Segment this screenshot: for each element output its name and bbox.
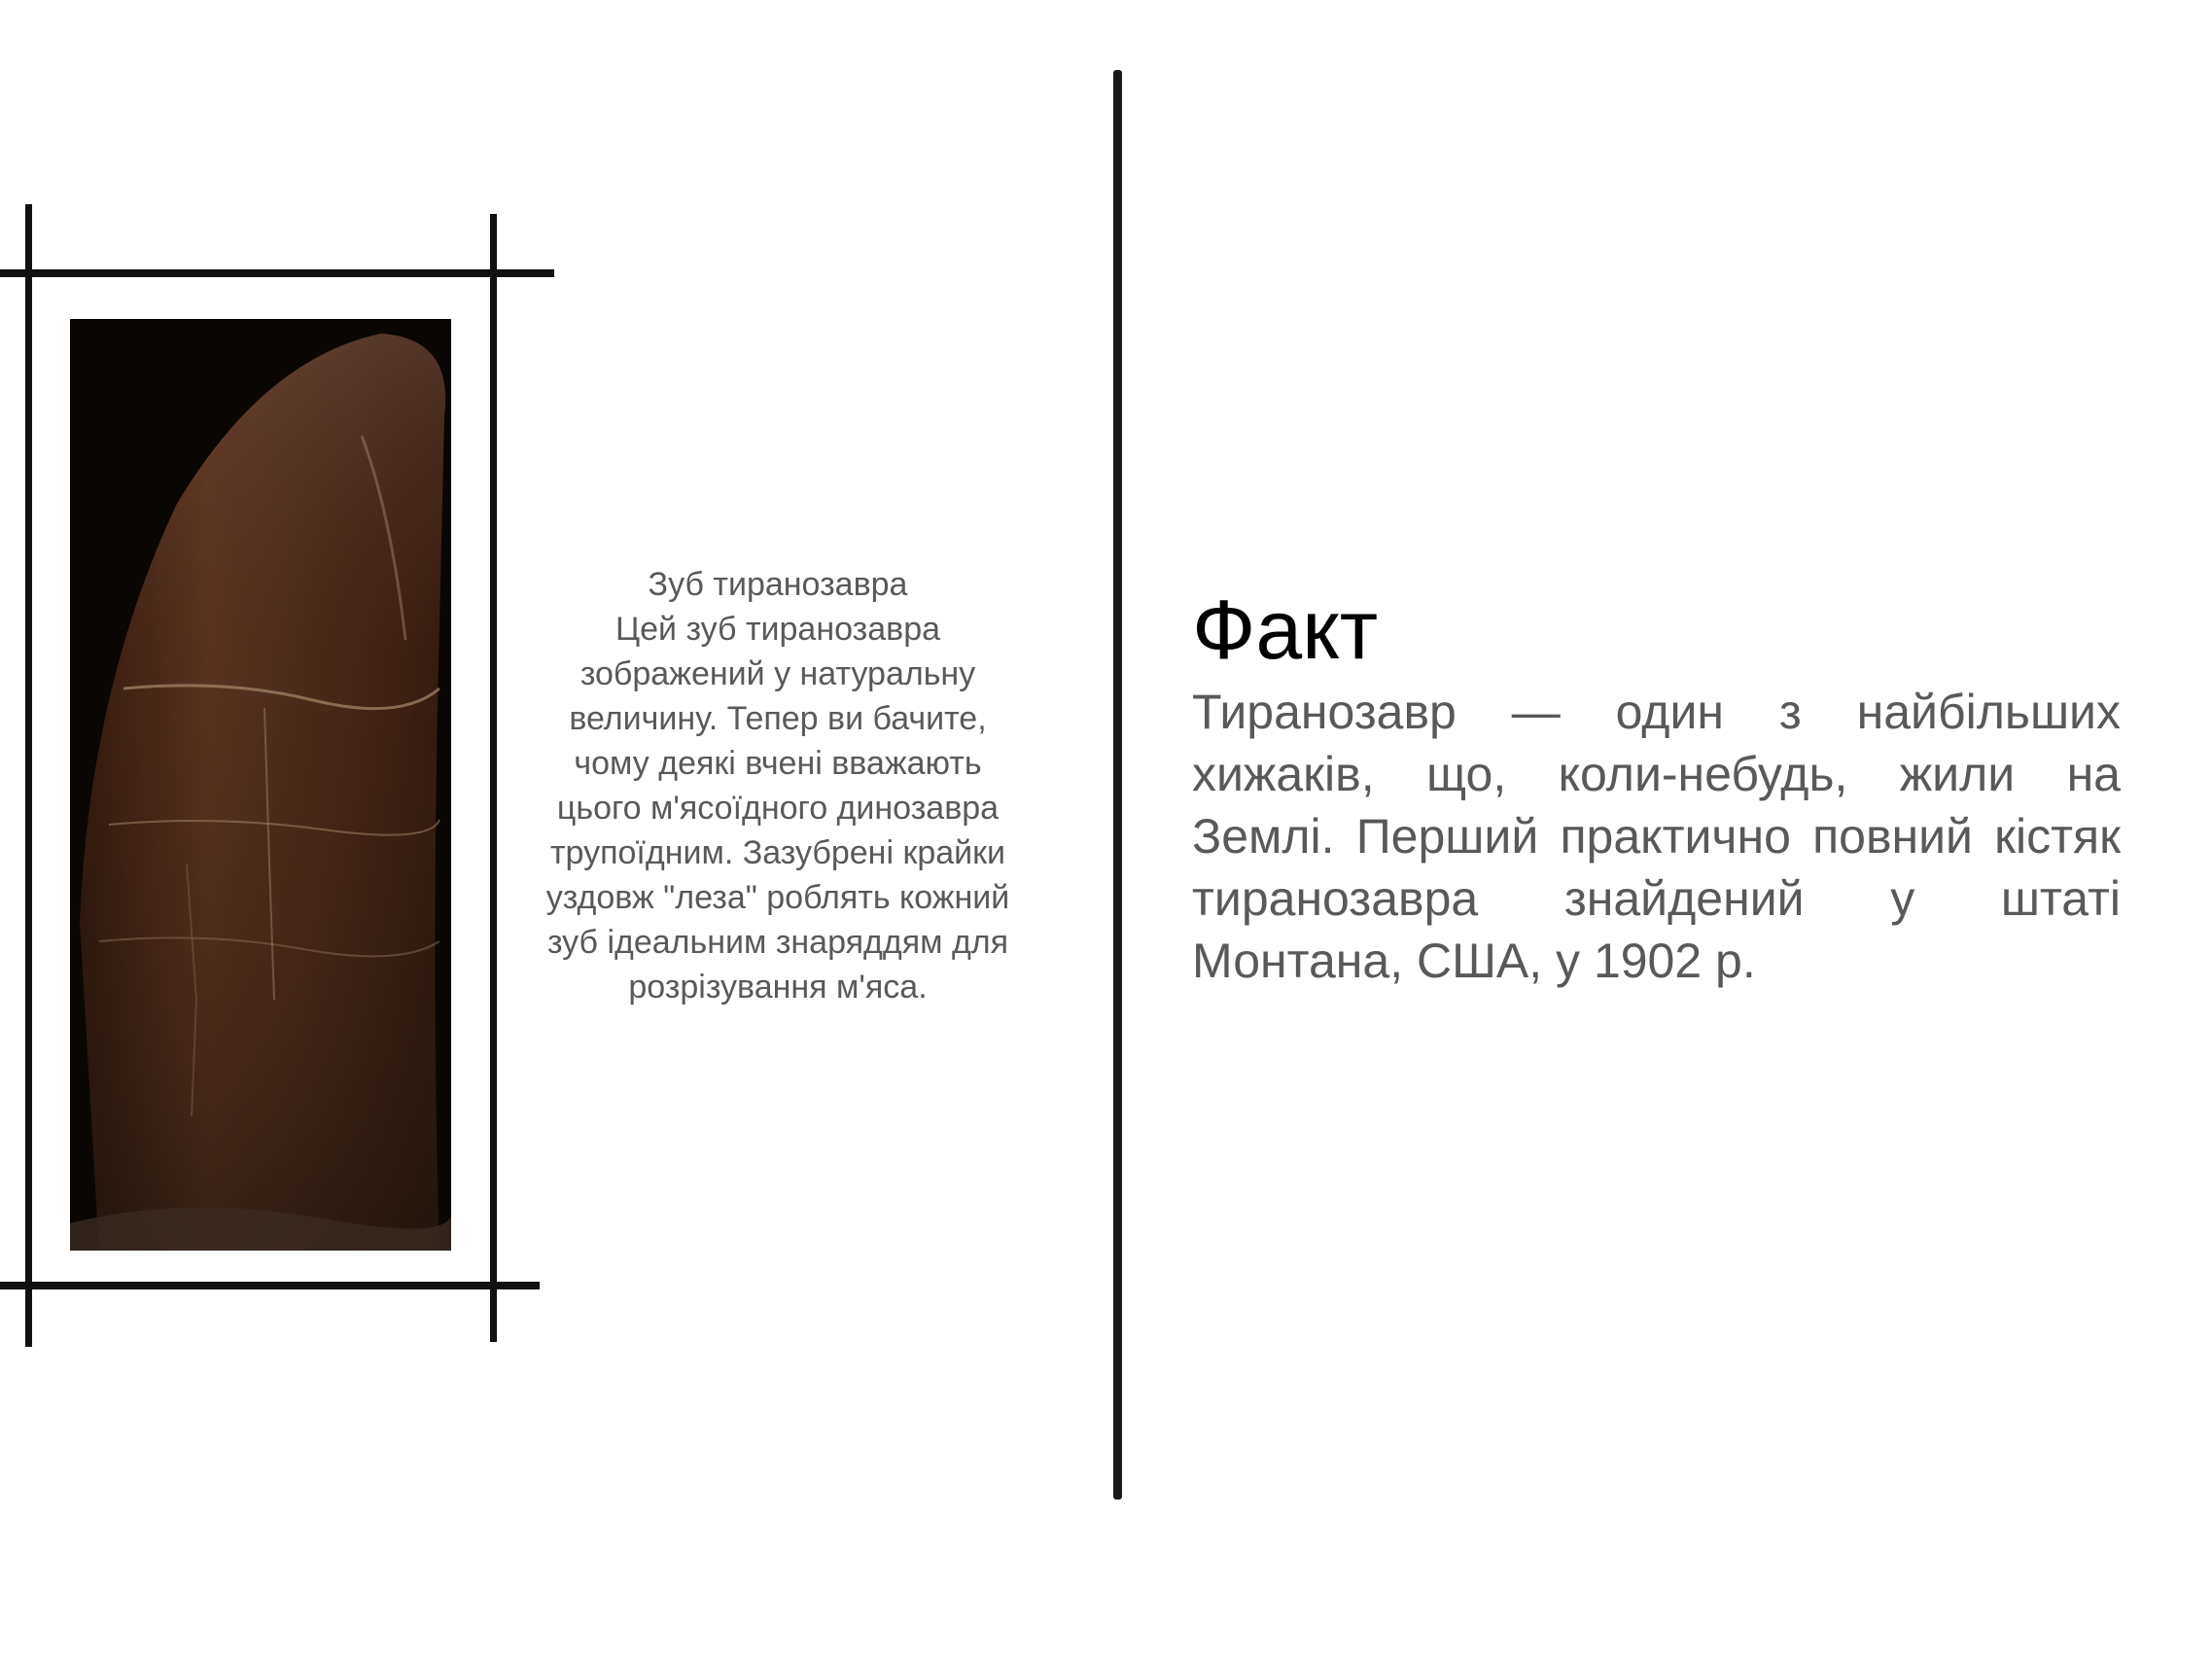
caption-line: уздовж "леза" роблять кожний [545,879,1010,916]
tooth-illustration [70,319,451,1251]
photo-caption [506,562,1050,1009]
vertical-divider [1113,70,1122,1500]
caption-line: Цей зуб тиранозавра [614,611,941,648]
caption-line: трупоїдним. Зазубрені крайки [549,834,1005,871]
caption-line: чому деякі вчені вважають [574,745,982,782]
caption-line: зображений у натуральну [579,655,976,692]
frame-left-line [25,204,32,1347]
frame-top-line [0,269,554,277]
caption-line: Зуб тиранозавра [648,566,908,603]
caption-line: величину. Тепер ви бачите, [569,700,987,737]
caption-line: зуб ідеальним знаряддям для [546,924,1009,961]
caption-line: розрізування м'яса. [628,969,928,1006]
frame-bottom-line [0,1282,540,1289]
caption-line: цього м'ясоїдного динозавра [556,790,1000,827]
frame-right-line [490,214,497,1342]
fact-body: Тиранозавр — один з найбільших хижаків, що, коли-небудь, жили на Землі. Перший практично повний кістяк тиранозавра знайдений у штаті Монтана, США, у 1902 р. [1192,685,2121,988]
fact-title: Факт [1192,583,1379,677]
tyrannosaurus-tooth-photo [70,319,451,1251]
